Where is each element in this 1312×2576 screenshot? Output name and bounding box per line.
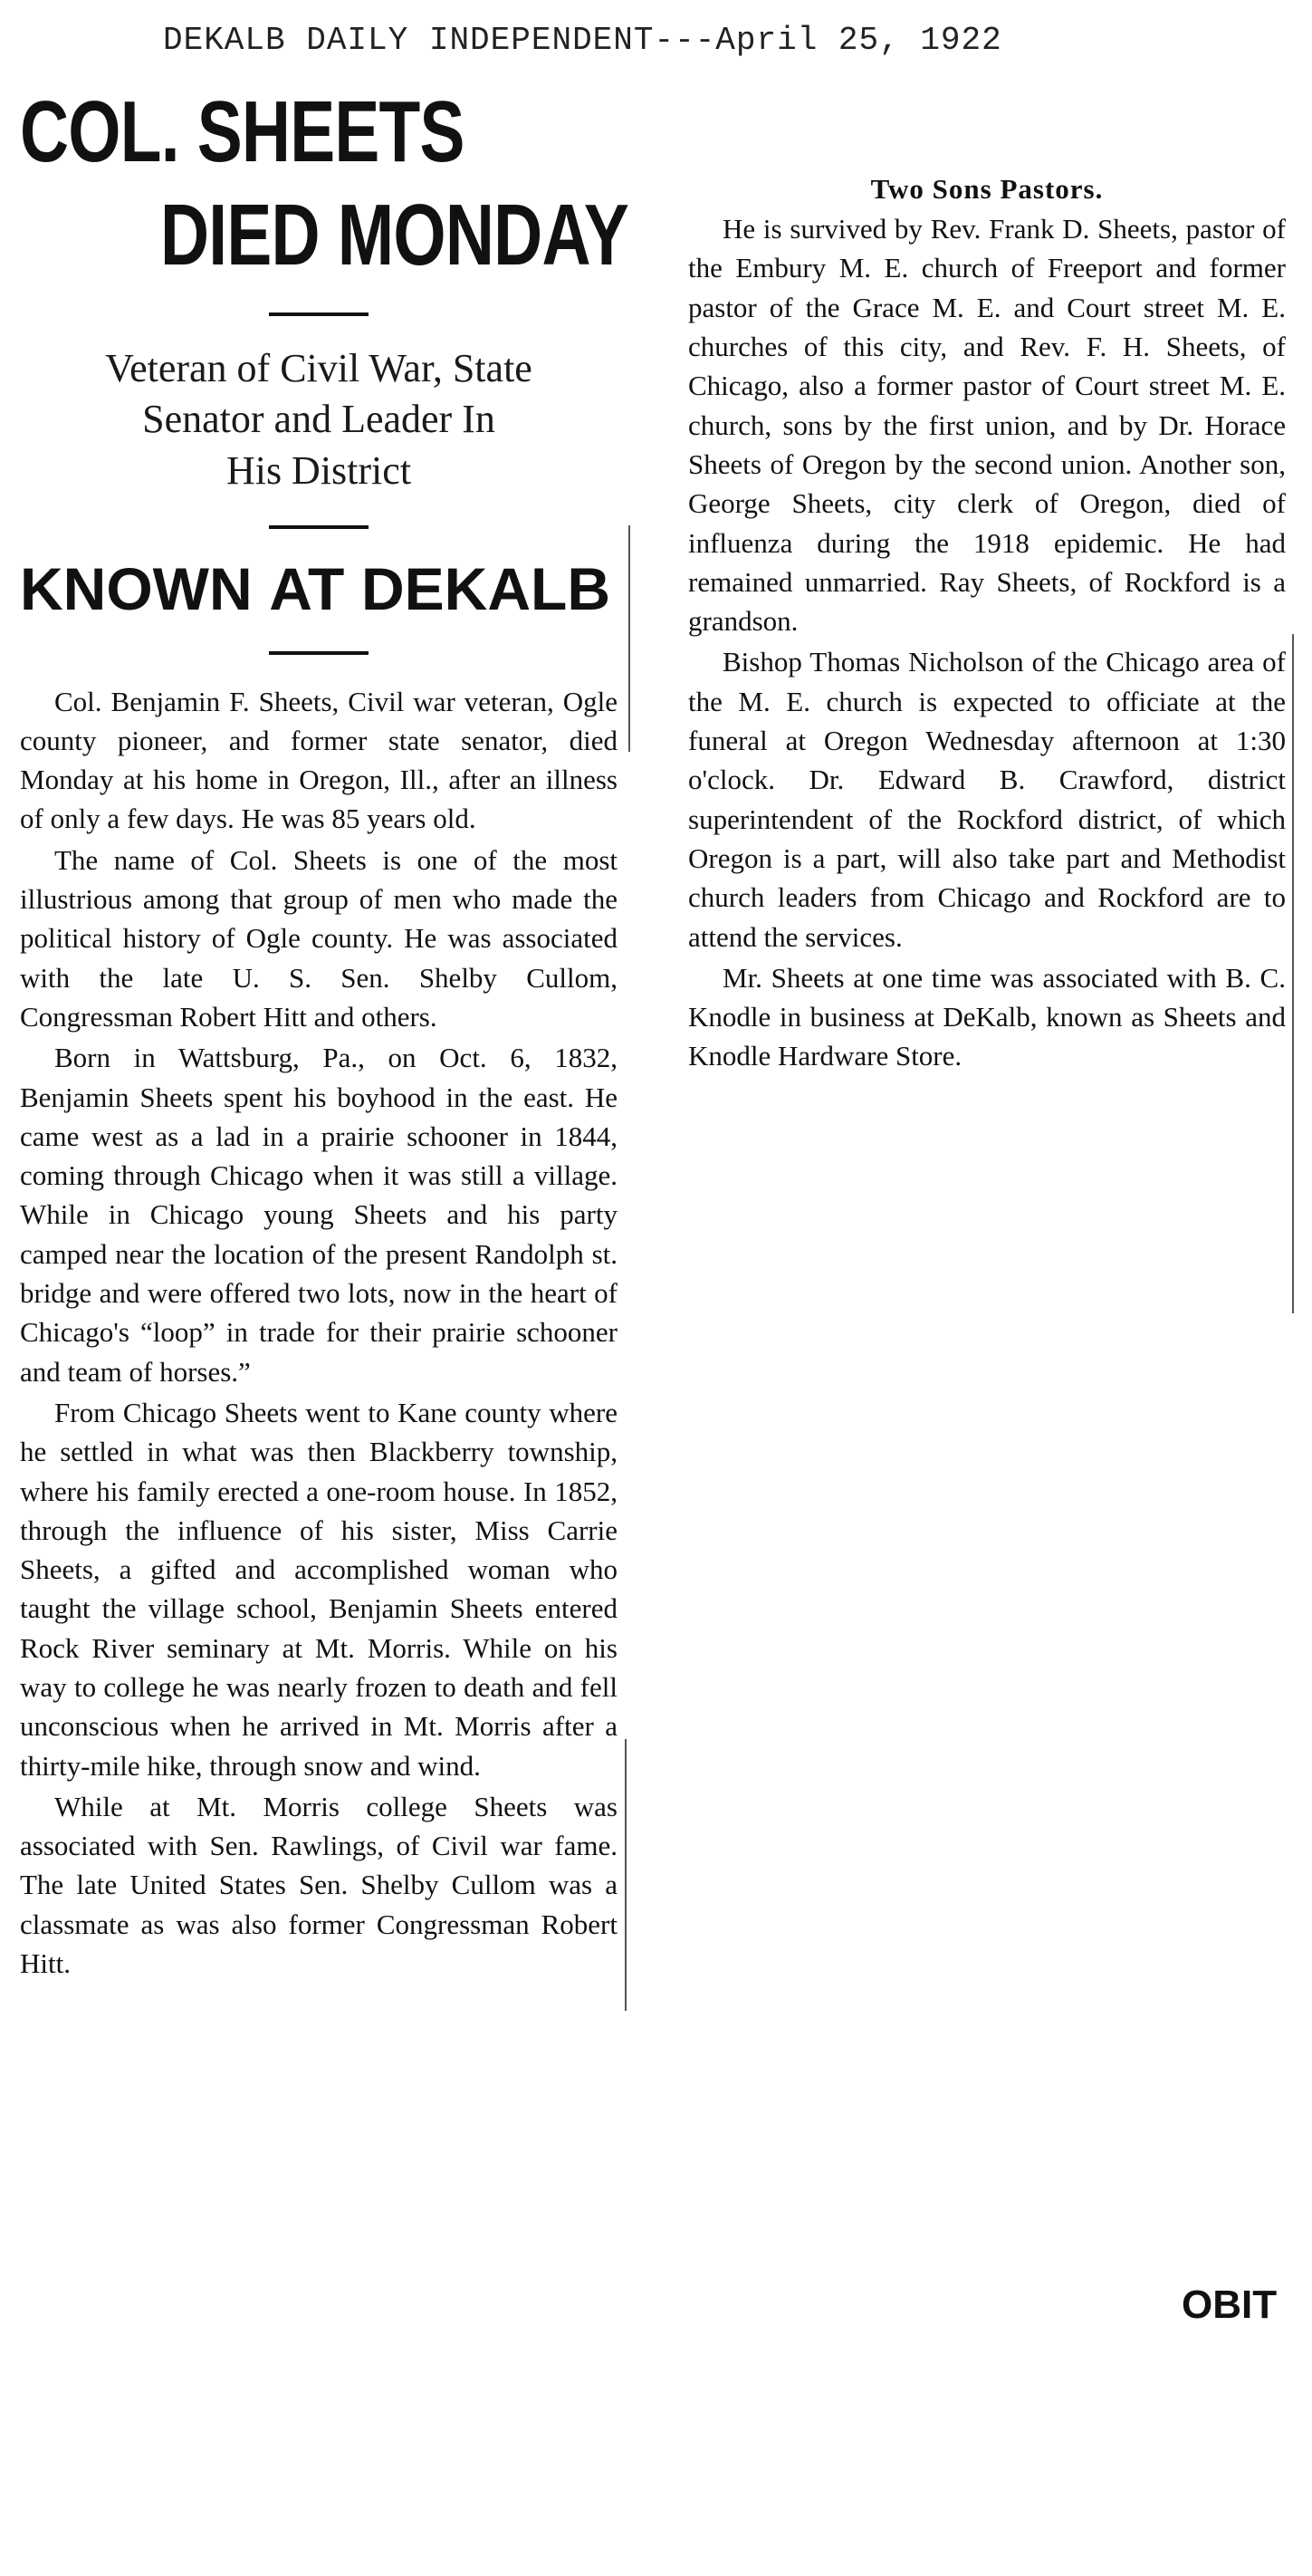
divider-rule	[269, 312, 369, 316]
right-column	[688, 172, 1286, 1076]
deck	[20, 343, 618, 496]
divider-rule	[269, 651, 369, 655]
column-rule	[628, 525, 630, 752]
divider-rule	[269, 525, 369, 529]
column-rule	[1292, 634, 1294, 1313]
paragraph: The name of Col. Sheets is one of the most illustrious among that group of men who made the political history of Ogle county. He was associated with the late U. S. Sen. Shelby Cullom, Congressman Robert Hitt and others.	[20, 843, 618, 1033]
subhead-word-1: KNOWN	[20, 554, 253, 622]
left-column	[20, 83, 629, 1983]
headline-line-1: COL. SHEETS	[20, 83, 464, 180]
paragraph: He is survived by Rev. Frank D. Sheets, pastor of the Embury M. E. church of Freeport and former pastor of the Grace M. E. and Court street M. E. churches of this city, and Rev. F. H. Sheets, of Chicago, also a former pastor of Court street M. E. church, sons by the first union, and by Dr. Horace Sheets of Oregon by the second union. Another son, George Sheets, city clerk of Oregon, died of influenza during the 1918 epidemic. He had remained unmarried. Ray Sheets, of Rockford is a grandson.	[688, 213, 1286, 638]
paragraph: While at Mt. Morris college Sheets was associated with Sen. Rawlings, of Civil war fame. The late United States Sen. Shelby Cullom was a classmate as was also former Congressman Robert Hitt.	[20, 1790, 618, 1980]
deck-line-3: His District	[225, 447, 412, 493]
deck-line-2: Senator and Leader In	[142, 397, 495, 442]
masthead: DEKALB DAILY INDEPENDENT---April 25, 1922	[163, 22, 1002, 59]
column-rule	[625, 1739, 627, 2011]
subhead-word-2: AT	[269, 554, 345, 622]
article-body-left	[20, 682, 618, 1984]
paragraph: From Chicago Sheets went to Kane county where he settled in what was then Blackberry township, where his family erected a one-room house. In 1852, through the influence of his sister, Miss Carrie Sheets, a gifted and accomplished woman who taught the village school, Benjamin Sheets entered Rock River seminary at Mt. Morris. While on his way to college he was nearly frozen to death and fell unconscious when he arrived in Mt. Morris after a thirty-mile hike, through snow and wind.	[20, 1396, 618, 1782]
subhead	[20, 556, 618, 622]
paragraph: Bishop Thomas Nicholson of the Chicago area of the M. E. church is expected to officiate at the funeral at Oregon Wednesday afternoon at 1:30 o'clock. Dr. Edward B. Crawford, district superintendent of the Rockford district, of which Oregon is a part, will also take part and Methodist church leaders from Chicago and Rockford are to attend the services.	[688, 646, 1286, 953]
headline-line-2: DIED MONDAY	[160, 186, 629, 284]
subhead-word-3: DEKALB	[361, 554, 610, 622]
obit-label: OBIT	[1182, 2283, 1278, 2327]
deck-line-1: Veteran of Civil War, State	[105, 346, 532, 391]
paragraph: Born in Wattsburg, Pa., on Oct. 6, 1832, Benjamin Sheets spent his boyhood in the east. He came west as a lad in a prairie schooner in 1844, coming through Chicago when it was still a village. While in Chicago young Sheets and his party camped near the location of the present Randolph st. bridge and were offered two lots, now in the heart of Chicago's “loop” in trade for their prairie schooner and team of horses.”	[20, 1042, 618, 1388]
paragraph: Col. Benjamin F. Sheets, Civil war veteran, Ogle county pioneer, and former state senator, died Monday at his home in Oregon, Ill., after an illness of only a few days. He was 85 years old.	[20, 685, 618, 835]
right-subhead: Two Sons Pastors.	[870, 173, 1104, 205]
paragraph: Mr. Sheets at one time was associated with B. C. Knodle in business at DeKalb, known as Sheets and Knodle Hardware Store.	[688, 961, 1286, 1072]
